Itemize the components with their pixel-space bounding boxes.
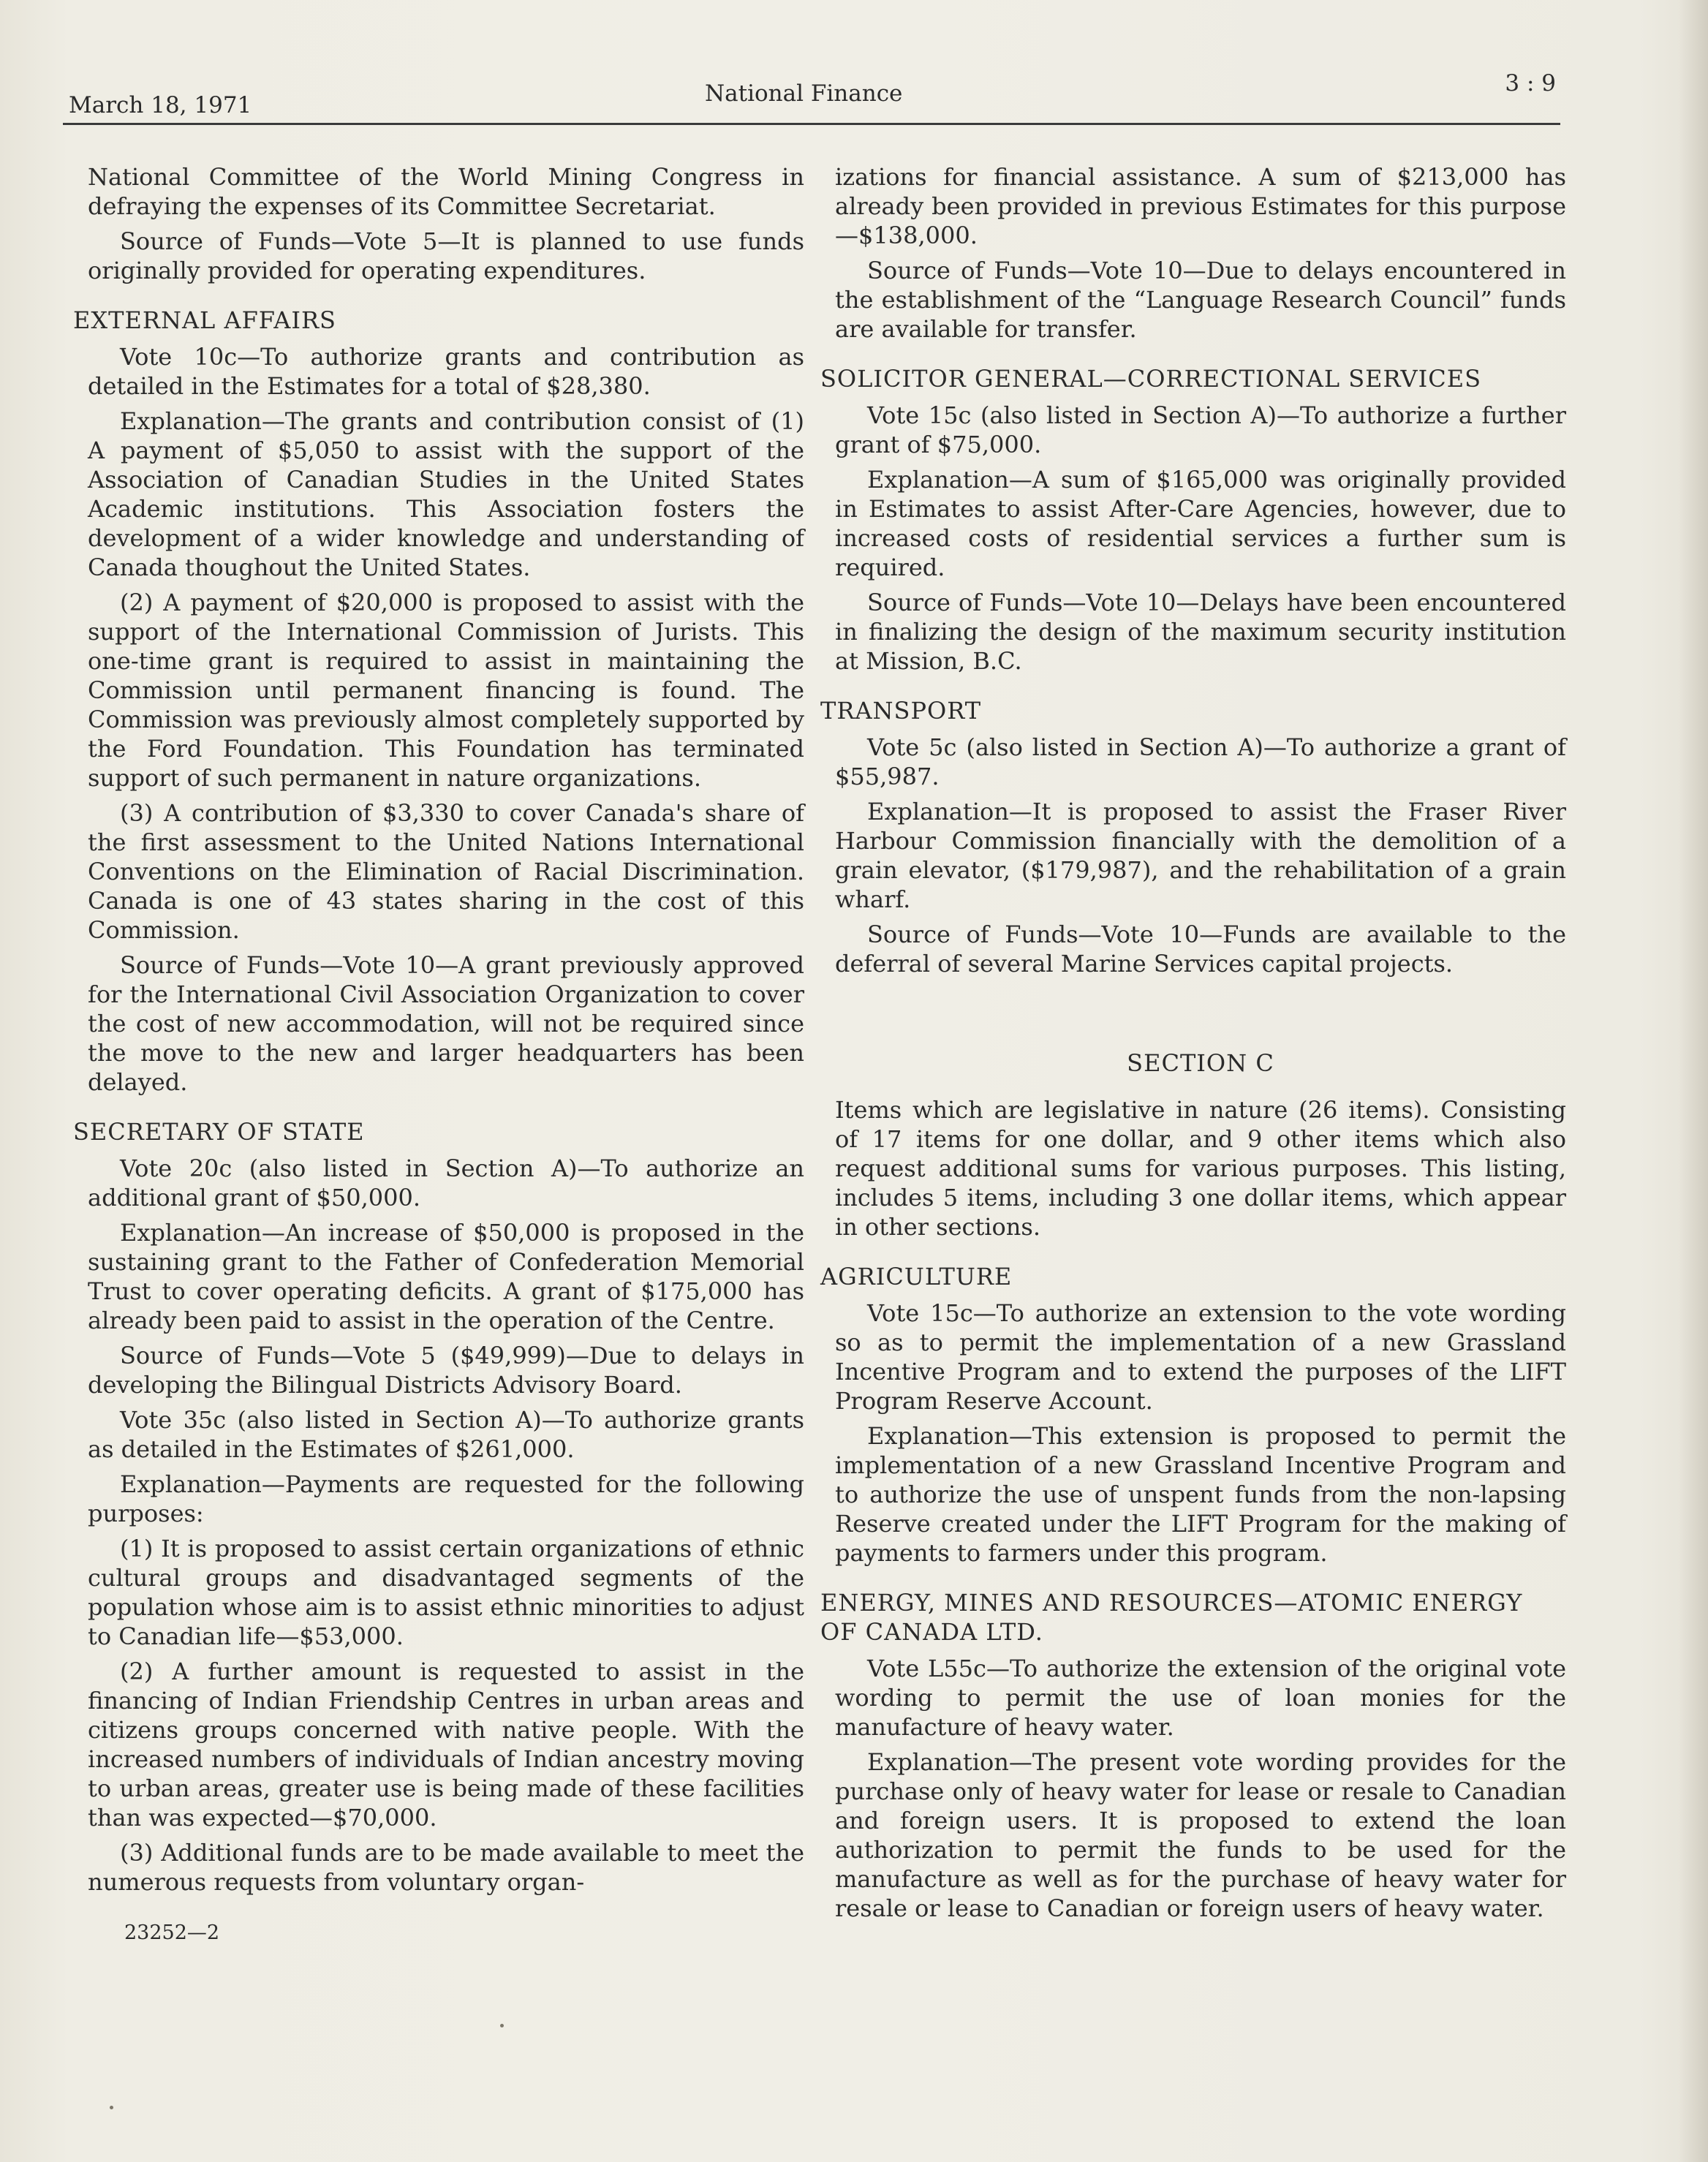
paragraph: izations for financial assistance. A sum of $213,000 has already been provided in previous Estimates for this purpose—$138,000. — [835, 163, 1566, 249]
paragraph: (3) A contribution of $3,330 to cover Canada's share of the first assessment to the United Nations International Conventions on the Elimination of Racial Discrimination. Canada is one of 43 states sharing in the cost of this Commission. — [88, 799, 804, 944]
paragraph: (2) A further amount is requested to assist in the financing of Indian Friendship Centres in urban areas and citizens groups concerned with native people. With the increased numbers of individuals of Indian ancestry moving to urban areas, greater use is being made of these facilities than was expected—$70,000. — [88, 1658, 804, 1832]
paragraph: Explanation—An increase of $50,000 is proposed in the sustaining grant to the Father of Confederation Memorial Trust to cover operating deficits. A grant of $175,000 has already been paid to assist in the operation of the Centre. — [88, 1219, 804, 1334]
paragraph: Source of Funds—Vote 10—Due to delays encountered in the establishment of the “Language Research Council” funds are available for transfer. — [835, 257, 1566, 343]
paragraph: Vote L55c—To authorize the extension of the original vote wording to permit the use of loan monies for the manufacture of heavy water. — [835, 1655, 1566, 1741]
paragraph: National Committee of the World Mining Congress in defraying the expenses of its Committee Secretariat. — [88, 163, 804, 220]
footer-print-code: 23252—2 — [124, 1921, 220, 1944]
running-header — [63, 70, 1560, 125]
paper-speck — [500, 2024, 504, 2027]
paragraph: Vote 15c (also listed in Section A)—To authorize a further grant of $75,000. — [835, 401, 1566, 458]
section-heading-energy-mines: ENERGY, MINES AND RESOURCES—ATOMIC ENERGY OF CANADA LTD. — [820, 1589, 1523, 1646]
paragraph: Vote 10c—To authorize grants and contribution as detailed in the Estimates for a total of $28,380. — [88, 343, 804, 400]
section-heading-external-affairs: EXTERNAL AFFAIRS — [73, 306, 336, 334]
paragraph: Source of Funds—Vote 10—A grant previously approved for the International Civil Association Organization to cover the cost of new accommodation, will not be required since the move to the new and larger headquarters has been delayed. — [88, 951, 804, 1096]
paper-speck — [110, 2106, 113, 2109]
paragraph: Vote 20c (also listed in Section A)—To authorize an additional grant of $50,000. — [88, 1154, 804, 1212]
left-column — [73, 162, 804, 1902]
paragraph: Vote 5c (also listed in Section A)—To authorize a grant of $55,987. — [835, 733, 1566, 790]
paragraph: Source of Funds—Vote 5—It is planned to use funds originally provided for operating expenditures. — [88, 227, 804, 284]
paragraph: Explanation—It is proposed to assist the Fraser River Harbour Commission financially with the demolition of a grain elevator, ($179,987), and the rehabilitation of a grain wharf. — [835, 798, 1566, 913]
section-heading-section-c: SECTION C — [1127, 1049, 1274, 1077]
paragraph: (2) A payment of $20,000 is proposed to assist with the support of the International Commission of Jurists. This one-time grant is required to assist in maintaining the Commission until permanent financing is found. The Commission was previously almost completely supported by the Ford Foundation. This Foundation has terminated support of such permanent in nature organizations. — [88, 589, 804, 792]
page-spine-shadow — [1679, 0, 1708, 2162]
paragraph: Explanation—A sum of $165,000 was originally provided in Estimates to assist After-Care Agencies, however, due to increased costs of residential services a further sum is required. — [835, 466, 1566, 581]
section-heading-solicitor-general: SOLICITOR GENERAL—CORRECTIONAL SERVICES — [820, 365, 1481, 393]
section-heading-agriculture: AGRICULTURE — [820, 1263, 1013, 1290]
right-column — [820, 162, 1566, 1929]
header-date: March 18, 1971 — [69, 92, 252, 118]
paragraph: Vote 35c (also listed in Section A)—To authorize grants as detailed in the Estimates of $261,000. — [88, 1406, 804, 1463]
paragraph: Explanation—This extension is proposed to permit the implementation of a new Grassland Incentive Program and to authorize the use of unspent funds from the non-lapsing Reserve created under the LIFT Program for the making of payments to farmers under this program. — [835, 1422, 1566, 1567]
paragraph: Source of Funds—Vote 5 ($49,999)—Due to delays in developing the Bilingual Districts Advisory Board. — [88, 1342, 804, 1399]
header-page-number: 3 : 9 — [1505, 70, 1556, 97]
paragraph: Explanation—The present vote wording provides for the purchase only of heavy water for lease or resale to Canadian and foreign users. It is proposed to extend the loan authorization to permit the funds to be used for the manufacture as well as for the purchase of heavy water for resale or lease to Canadian or foreign users of heavy water. — [835, 1748, 1566, 1922]
section-heading-transport: TRANSPORT — [820, 697, 982, 725]
paragraph: Source of Funds—Vote 10—Delays have been encountered in finalizing the design of the maximum security institution at Mission, B.C. — [835, 589, 1566, 675]
paragraph: (1) It is proposed to assist certain organizations of ethnic cultural groups and disadvantaged segments of the population whose aim is to assist ethnic minorities to adjust to Canadian life—$53,000. — [88, 1535, 804, 1650]
paragraph: (3) Additional funds are to be made available to meet the numerous requests from voluntary organ- — [88, 1839, 804, 1896]
paragraph: Explanation—The grants and contribution consist of (1) A payment of $5,050 to assist with the support of the Association of Canadian Studies in the United States Academic institutions. This Association fosters the development of a wider knowledge and understanding of Canada thoughout the United States. — [88, 407, 804, 581]
section-heading-secretary-of-state: SECRETARY OF STATE — [73, 1118, 365, 1146]
paragraph: Source of Funds—Vote 10—Funds are available to the deferral of several Marine Services capital projects. — [835, 921, 1566, 978]
paragraph: Vote 15c—To authorize an extension to the vote wording so as to permit the implementation of a new Grassland Incentive Program and to extend the purposes of the LIFT Program Reserve Account. — [835, 1299, 1566, 1415]
paragraph: Explanation—Payments are requested for the following purposes: — [88, 1470, 804, 1527]
paragraph: Items which are legislative in nature (26 items). Consisting of 17 items for one dollar, and 9 other items which also request additional sums for various purposes. This listing, includes 5 items, including 3 one dollar items, which appear in other sections. — [835, 1096, 1566, 1241]
header-title: National Finance — [705, 80, 903, 107]
